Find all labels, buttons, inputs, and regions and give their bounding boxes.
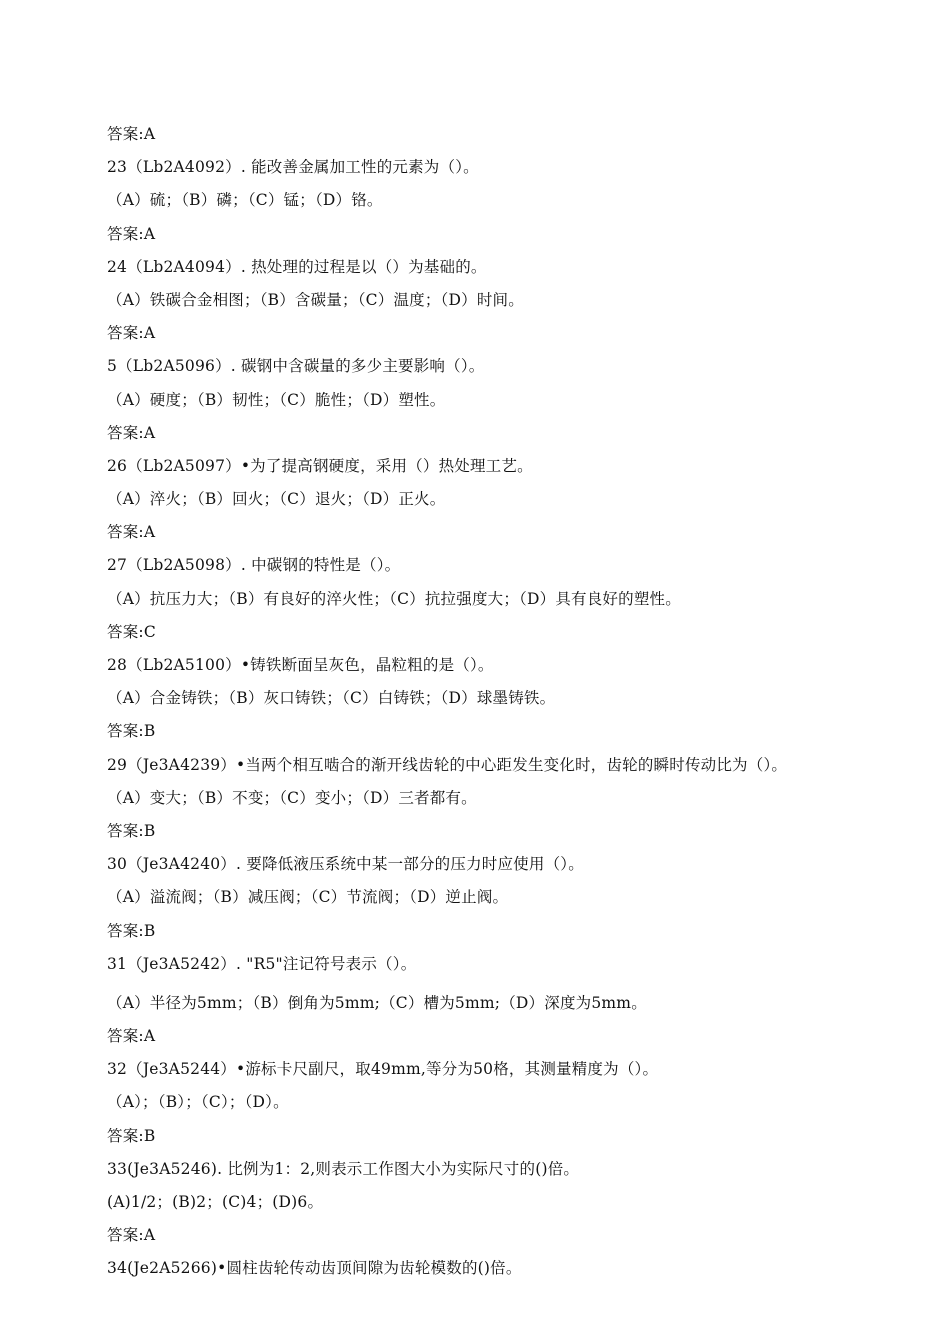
answer-line: 答案:A [107,224,156,243]
document-page [107,118,927,1286]
options-line: （A）铁碳合金相图；（B）含碳量；（C）温度；（D）时间。 [107,290,524,309]
answer-line: 答案:A [107,125,156,143]
answer-line: 答案:B [107,821,156,840]
answer-line: 答案:A [107,324,156,343]
question-line: 33(Je3A5246). 比例为1：2,则表示工作图大小为实际尺寸的()倍。 [107,1159,580,1178]
answer-line: 答案:B [107,722,156,741]
question-line: 26（Lb2A5097）•为了提高钢硬度，采用（）热处理工艺。 [107,456,533,475]
answer-line: 答案:C [107,622,156,641]
answer-line: 答案:B [107,1126,156,1145]
question-line: 32（Je3A5244）•游标卡尺副尺，取49mm,等分为50格，其测量精度为（）。 [107,1060,659,1079]
options-line: （A）溢流阀；（B）减压阀；（C）节流阀；（D）逆止阀。 [107,888,509,907]
options-line: （A）抗压力大；（B）有良好的淬火性；（C）抗拉强度大；（D）具有良好的塑性。 [107,589,681,608]
options-line: （A）半径为5mm；（B）倒角为5mm;（C）槽为5mm;（D）深度为5mm。 [107,993,647,1012]
options-line: (A)1/2；(B)2；(C)4；(D)6。 [107,1193,324,1211]
question-line: 28（Lb2A5100）•铸铁断面呈灰色，晶粒粗的是（）。 [107,656,494,674]
options-line: （A）硬度；（B）韧性；（C）脆性；（D）塑性。 [107,390,446,409]
options-line: （A）淬火；（B）回火；（C）退火；（D）正火。 [107,490,446,509]
answer-line: 答案:A [107,1027,156,1046]
question-line: 29（Je3A4239）•当两个相互啮合的渐开线齿轮的中心距发生变化时，齿轮的瞬时传动比为（）。 [107,755,788,774]
question-line: 31（Je3A5242）. "R5"注记符号表示（）。 [107,954,417,973]
answer-line: 答案:A [107,423,156,442]
question-line: 24（Lb2A4094）. 热处理的过程是以（）为基础的。 [107,257,487,276]
question-line: 5（Lb2A5096）. 碳钢中含碳量的多少主要影响（）。 [107,357,485,376]
answer-line: 答案:A [107,523,156,542]
answer-line: 答案:A [107,1226,156,1245]
options-line: （A）合金铸铁；（B）灰口铸铁；（C）白铸铁；（D）球墨铸铁。 [107,689,556,708]
question-line: 34(Je2A5266)•圆柱齿轮传动齿顶间隙为齿轮模数的()倍。 [107,1259,522,1278]
options-line: （A）变大；（B）不变；（C）变小；（D）三者都有。 [107,788,477,807]
answer-line: 答案:B [107,921,156,940]
question-line: 30（Je3A4240）. 要降低液压系统中某一部分的压力时应使用（）。 [107,855,584,874]
options-line: （A）；（B）；（C）；（D）。 [107,1093,289,1112]
options-line: （A）硫；（B）磷；（C）锰；（D）铬。 [107,191,383,210]
question-line: 27（Lb2A5098）. 中碳钢的特性是（）。 [107,556,401,575]
question-line: 23（Lb2A4092）. 能改善金属加工性的元素为（）。 [107,158,479,177]
